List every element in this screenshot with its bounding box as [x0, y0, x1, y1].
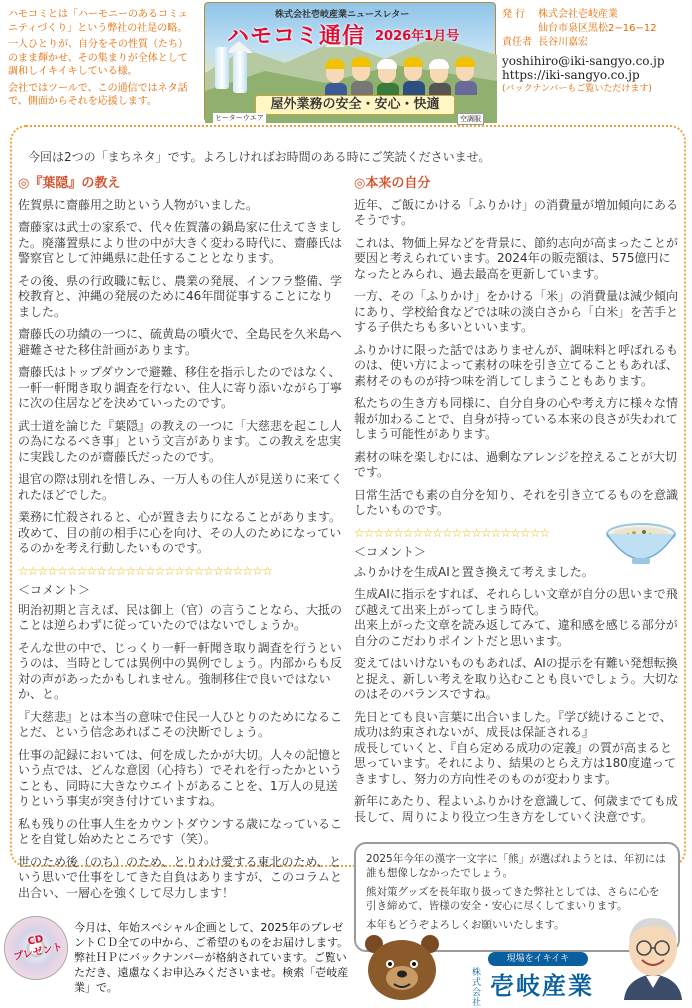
manager-portrait-icon — [616, 912, 690, 1000]
rice-bowl-icon — [604, 514, 678, 570]
comment-paragraph: そんな世の中で、じっくり一軒一軒聞き取り調査を行うというのは、当時としては異例中の異例でしょう。内部からも反対の声があったかもしれません。強制移住で良いではないか、と。 — [18, 640, 343, 701]
paragraph: 齋藤氏の功績の一つに、硫黄島の噴火で、全島民を久米島へ避難させた移住計画があります。 — [18, 327, 342, 357]
section-heading: ◎『葉隠』の教え — [18, 176, 121, 191]
company-logo — [462, 952, 612, 1008]
paragraph: その後、県の行政職に転じ、農業の発展、インフラ整備、学校教育と、沖縄の発展のために46年間従事することになりました。 — [18, 273, 343, 319]
publisher-key: 発 行 — [502, 9, 526, 20]
worker-icon — [403, 57, 425, 87]
edition-label: 空調服 — [457, 113, 484, 125]
bear-mascot-icon — [356, 930, 448, 1000]
paragraph: ふりかけに限った話ではありませんが、調味料と呼ばれるものは、使い方によって素材の味を引き立てることもあれば、素材そのものが持つ味を消してしまうこともあります。 — [354, 342, 679, 388]
company-name: 株式会社壱岐産業 — [538, 9, 618, 20]
bottle-icon — [215, 47, 229, 89]
comment-paragraph: 世のため後（のち）のため、とりわけ愛する東北のため、という思いで仕事をしてきた自負はありますが、このコラムと出合い、一層心を強くして尽力します！ — [18, 854, 342, 900]
comment-paragraph: 先日とても良い言葉に出合いました。『学び続けることで、成功は約束されないが、成長は保証される』 成長していくと、『自ら定める成功の定義』の質が高まると思っています。それにより、結果のとらえ方は180度違ってきますし、努力の方向性そのものが変わります。 — [354, 709, 676, 786]
newsletter-title: ハモコミ通信 — [227, 24, 366, 49]
message-paragraph: 2025年今年の漢字一文字に「熊」が選ばれようとは、年初には誰も想像しなかったでしょう。 — [366, 853, 666, 879]
paragraph: 私たちの生き方も同様に、自分自身の心や考え方に様々な情報が加わることで、自身が持っている本来の良さが失われてしまう可能性があります。 — [354, 396, 679, 441]
comment-paragraph: 生成AIに指示をすれば、それらしい文章が自分の思いまで飛び越えて出来上がってしまう時代。 出来上がった文章を読み返してみて、違和感を感じる部分が自分のこだわりポイントだと思います。 — [354, 587, 678, 648]
website-link[interactable]: https://iki-sangyo.co.jp — [502, 68, 640, 82]
backnumber-note: (バックナンバーもご覧いただけます) — [502, 84, 652, 94]
star-divider: ☆☆☆☆☆☆☆☆☆☆☆☆☆☆☆☆☆☆☆☆☆☆☆☆☆☆ — [18, 563, 272, 578]
paragraph: 一方、その「ふりかけ」をかける「米」の消費量は減少傾向にあり、学校給食などでは味の淡白さから「白米」を苦手とする子供たちも多いといいます。 — [354, 289, 679, 334]
comment-paragraph: 仕事の記録においては、何を成したかが大切。人々の記憶という点では、どんな意図（心持ち）でそれを行ったかということも、同時に大きなウエイトがあることを、1万人の見送りという事実が突き付けていますね。 — [18, 747, 343, 808]
bottle-icon — [233, 51, 247, 93]
comment-paragraph: 『大慈悲』とは本当の意味で住民一人ひとりのためになることだ、という信念あればこその決断でしょう。 — [18, 709, 343, 739]
gift-text: 今月は、年始スペシャル企画として、2025年のプレゼントＣＤ全ての中から、ご希望のものをお届けします。弊社ＨＰにバックナンバーが格納されています。ご覧いただき、遠慮なくお申込みくださいませ。検索「壱岐産業」で。 — [74, 921, 349, 994]
paragraph: これは、物価上昇などを背景に、節約志向が高まったことが要因と考えられています。2024年の販売額は、575億円になったとみられ、過去最高を更新しています。 — [354, 235, 679, 281]
worker-icon — [325, 59, 347, 89]
left-column — [18, 176, 344, 908]
newsletter-subtitle: 屋外業務の安全・安心・快適 — [255, 95, 455, 115]
worker-icon — [351, 57, 373, 87]
paragraph: 業務に忙殺されると、心が置き去りになることがあります。改めて、目の前の相手に心を向け、その人のためになっているのかを考え行動したいものです。 — [18, 510, 342, 555]
paragraph: 武士道を論じた『葉隠』の教えの一つに「大慈悲を起こし人の為になるべき事」という文言があります。この教えを忠実に実践したのが齋藤氏だったのです。 — [18, 418, 343, 464]
product-label: ヒーターウエア — [215, 114, 264, 122]
paragraph: 佐賀県に齋藤用之助という人物がいました。 — [18, 197, 259, 212]
worker-icon — [377, 59, 399, 89]
lead-text: 今回は2つの「まちネタ」です。よろしければお時間のある時にご笑読くださいませ。 — [28, 150, 491, 164]
paragraph: 素材の味を楽しむには、過剰なアレンジを控えることが大切です。 — [354, 449, 677, 479]
comment-paragraph: 私も残りの仕事人生をカウントダウンする歳になっていることを自覚し始めたところです（笑）。 — [18, 816, 343, 846]
paragraph: 齋藤家は武士の家系で、代々佐賀藩の鍋島家に仕えてきました。廃藩置県により世の中が大きく変わる時代に、齋藤氏は警察官として沖縄県に赴任することとなります。 — [18, 220, 343, 265]
comment-paragraph: 変えてはいけないものもあれば、AIの提示を有難い発想転換と捉え、新しい考えを取り込むことも良いでしょう。大切なのはそのバランスですね。 — [354, 656, 679, 701]
logo-company-name: 壱岐産業 — [490, 972, 594, 1000]
comment-label: ＜コメント＞ — [354, 545, 427, 559]
intro-paragraph: 会社ではツールで、この通信ではネタ話で、側面からそれを応援します。 — [8, 82, 188, 107]
publisher-label: 株式会社壱岐産業ニュースレター — [275, 10, 410, 20]
newsletter-banner — [204, 2, 496, 122]
contact-block — [502, 8, 688, 96]
message-paragraph: 本年もどうぞよろしくお願いいたします。 — [366, 919, 565, 931]
paragraph: 近年、ご飯にかける「ふりかけ」の消費量が増加傾向にあるそうです。 — [354, 197, 679, 227]
intro-paragraph: ハモコミとは「ハーモニーのあるコミュニティづくり」という弊社の社是の略。 — [8, 9, 188, 34]
right-column — [354, 176, 680, 832]
cd-present-icon — [4, 916, 68, 980]
cd-present-label: CD プレゼント — [12, 933, 64, 963]
editor-name: 長谷川嘉宏 — [538, 37, 588, 48]
intro-text — [8, 8, 188, 112]
comment-paragraph: ふりかけを生成AIと置き換えて考えました。 — [354, 564, 594, 579]
address: 仙台市泉区黒松2−16−12 — [538, 23, 657, 34]
paragraph: 日常生活でも素の自分を知り、それを引き立てるものを意識したいものです。 — [354, 487, 679, 517]
star-divider: ☆☆☆☆☆☆☆☆☆☆☆☆☆☆☆☆☆☆☆☆ — [354, 525, 550, 540]
email-link[interactable]: yoshihiro@iki-sangyo.co.jp — [502, 54, 665, 68]
section-heading: ◎本来の自分 — [354, 176, 431, 191]
comment-paragraph: 新年にあたり、程よいふりかけを意識して、何歳までても成長して、周りにより役立つ生き方をしていく決意です。 — [354, 794, 678, 824]
intro-paragraph: 一人ひとりが、自分をその性質（たち）のまま輝かせ、その集まりが全体として調和しイキイキしている様。 — [8, 39, 188, 77]
comment-label: ＜コメント＞ — [18, 583, 91, 597]
message-paragraph: 熊対策グッズを長年取り扱ってきた弊社としては、さらに心を引き締めて、皆様の安全・安心に尽くしてまいります。 — [366, 886, 660, 912]
logo-kabushiki: 株式会社 — [472, 968, 482, 1008]
issue-date: 2026年1月号 — [375, 29, 460, 44]
logo-tagline: 現場をイキイキ — [488, 952, 588, 966]
editor-key: 責任者 — [502, 37, 532, 48]
worker-icon — [429, 59, 451, 89]
paragraph: 齋藤氏はトップダウンで避難、移住を指示したのではなく、一軒一軒聞き取り調査を行ない、住人に寄り添いながら丁寧に次の住居などを決めていったのです。 — [18, 365, 343, 410]
paragraph: 退官の際は別れを惜しみ、一万人もの住人が見送りに来てくれたほどでした。 — [18, 472, 343, 502]
worker-icon — [455, 57, 477, 87]
comment-paragraph: 明治初期と言えば、民は御上（官）の言うことなら、大抵のことは逆らわずに従っていたのではないでしょうか。 — [18, 602, 343, 632]
